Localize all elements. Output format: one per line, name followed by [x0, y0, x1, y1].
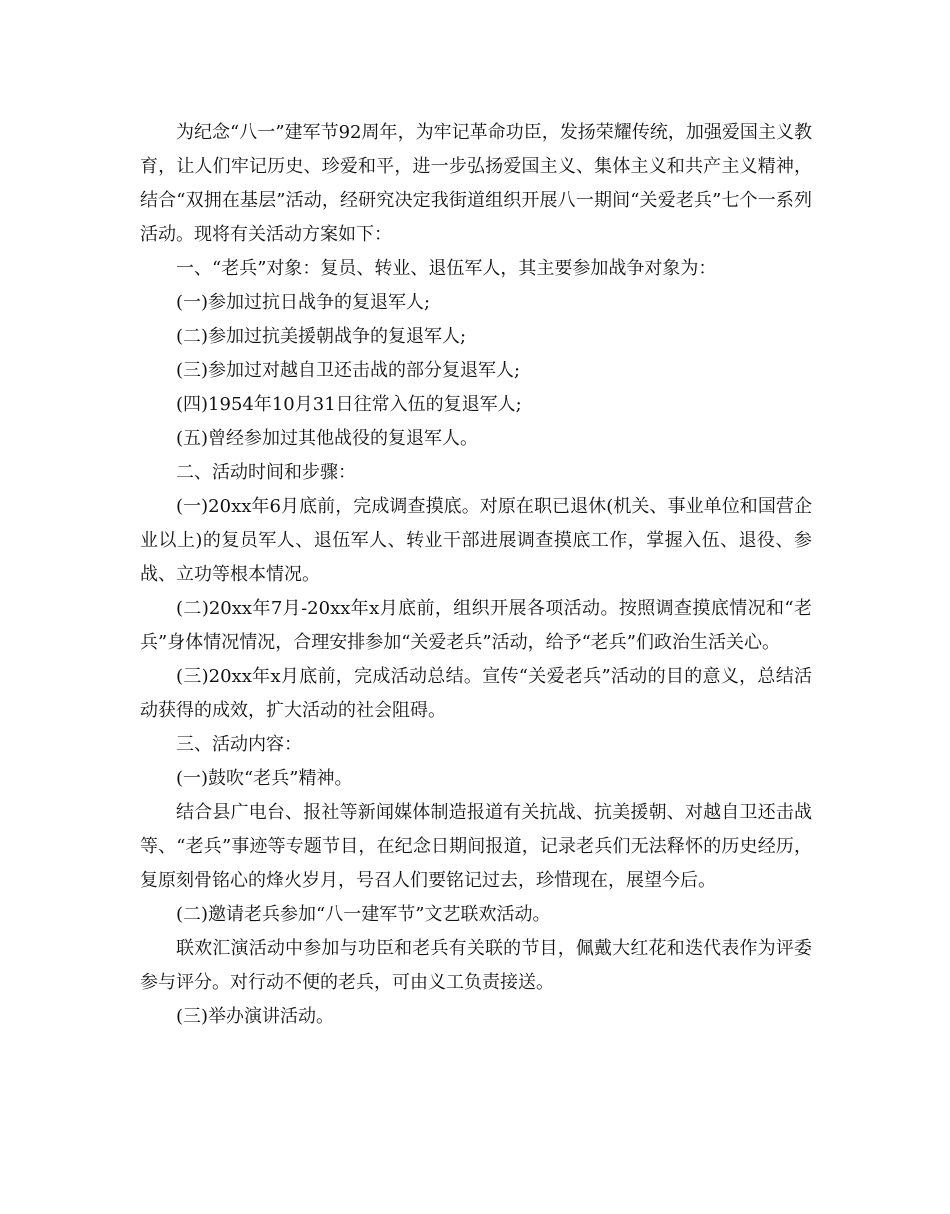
section-heading-targets: 一、“老兵”对象：复员、转业、退伍军人，其主要参加战争对象为： — [176, 258, 717, 279]
list-item-target-5: (五)曾经参加过其他战役的复退军人。 — [176, 428, 479, 449]
schedule-step-3: (三)20xx年x月底前，完成活动总结。宣传“关爱老兵”活动的目的意义，总结活动获得的成效，扩大活动的社会阻碍。 — [140, 666, 812, 721]
content-item-2-body: 联欢汇演活动中参加与功臣和老兵有关联的节目，佩戴大红花和迭代表作为评委参与评分。对行动不便的老兵，可由义工负责接送。 — [140, 938, 812, 993]
section-heading-schedule: 二、活动时间和步骤： — [176, 462, 356, 483]
list-item-target-3: (三)参加过对越自卫还击战的部分复退军人; — [176, 360, 521, 381]
content-item-2-heading: (二)邀请老兵参加“八一建军节”文艺联欢活动。 — [176, 904, 551, 925]
content-item-3-heading: (三)举办演讲活动。 — [176, 1006, 335, 1027]
schedule-step-1: (一)20xx年6月底前，完成调查摸底。对原在职已退休(机关、事业单位和国营企业以上)的复员军人、退伍军人、转业干部进展调查摸底工作，掌握入伍、退役、参战、立功等根本情况。 — [140, 496, 812, 585]
content-item-1-heading: (一)鼓吹“老兵”精神。 — [176, 768, 353, 789]
list-item-target-2: (二)参加过抗美援朝战争的复退军人; — [176, 326, 467, 347]
content-item-1-body: 结合县广电台、报社等新闻媒体制造报道有关抗战、抗美援朝、对越自卫还击战等、“老兵”事迹等专题节目，在纪念日期间报道，记录老兵们无法释怀的历史经历，复原刻骨铭心的烽火岁月，号召人们要铭记过去，珍惜现在，展望今后。 — [140, 802, 812, 891]
list-item-target-1: (一)参加过抗日战争的复退军人; — [176, 292, 431, 313]
paragraph-intro: 为纪念“八一”建军节92周年，为牢记革命功臣，发扬荣耀传统，加强爱国主义教育，让人们牢记历史、珍爱和平，进一步弘扬爱国主义、集体主义和共产主义精神，结合“双拥在基层”活动，经研究决定我街道组织开展八一期间“关爱老兵”七个一系列活动。现将有关活动方案如下： — [140, 122, 812, 245]
schedule-step-2: (二)20xx年7月-20xx年x月底前，组织开展各项活动。按照调查摸底情况和“老兵”身体情况情况，合理安排参加“关爱老兵”活动，给予“老兵”们政治生活关心。 — [140, 598, 812, 653]
list-item-target-4: (四)1954年10月31日往常入伍的复退军人; — [176, 394, 522, 415]
document-body — [140, 116, 812, 1034]
section-heading-content: 三、活动内容： — [176, 734, 302, 755]
